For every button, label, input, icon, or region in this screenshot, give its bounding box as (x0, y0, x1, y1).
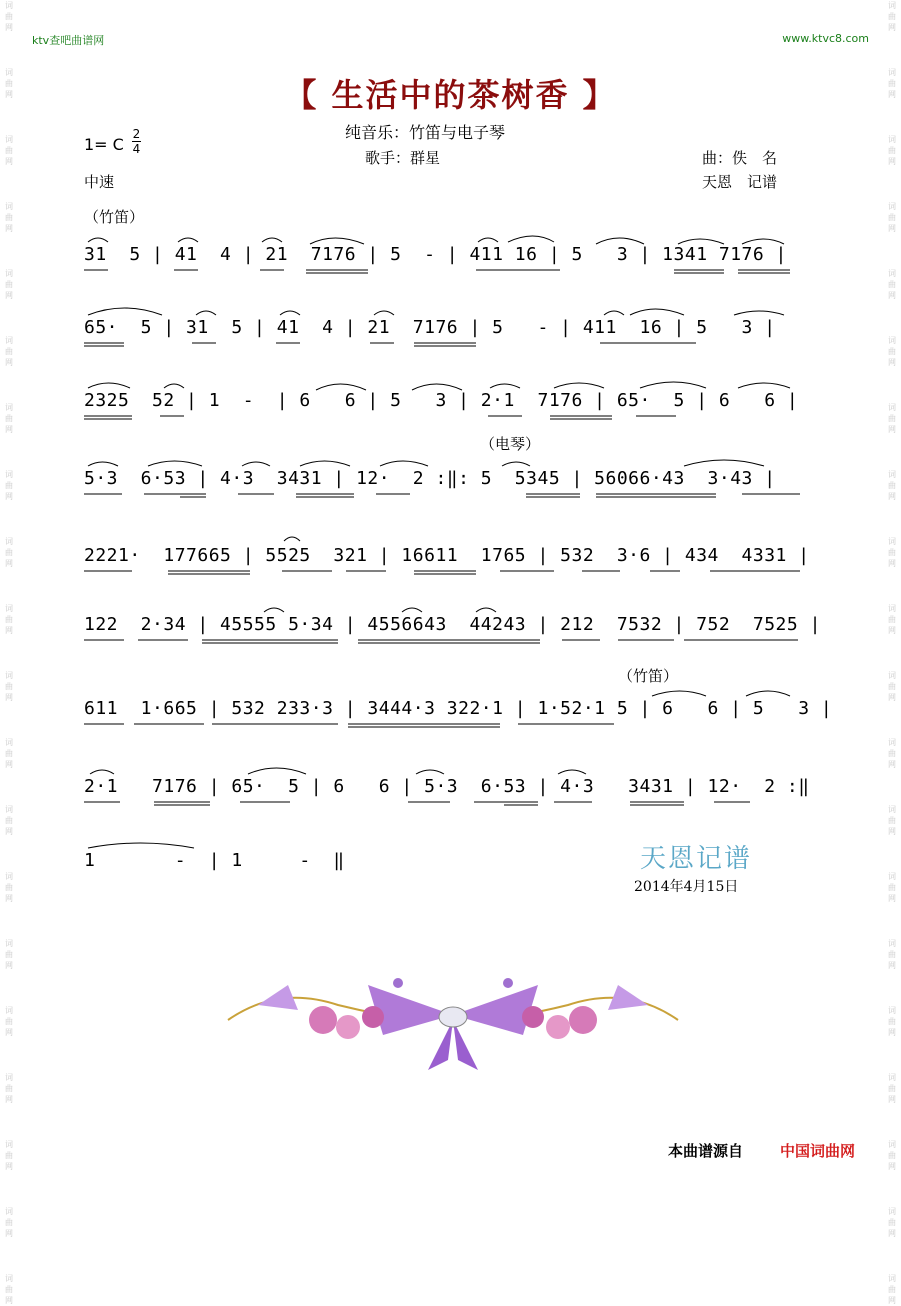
watermark-stamp: 词 曲 网 (5, 470, 13, 501)
score-notes-5: 2221· 177665 | 5525 321 | 16611 1765 | 532 3·6 | 434 4331 | (84, 545, 810, 566)
footer-site-link[interactable]: 中国词曲网 (780, 1142, 856, 1160)
score-line-3 (84, 378, 812, 428)
watermark-stamp: 词 曲 网 (888, 537, 896, 568)
score-line-7 (84, 686, 833, 736)
score-notes-9: 1 - | 1 - ‖ (84, 850, 345, 871)
watermark-stamp: 词 曲 网 (5, 1073, 13, 1104)
watermark-stamp: 词 曲 网 (888, 1, 896, 32)
watermark-stamp: 词 曲 网 (5, 1140, 13, 1171)
watermark-stamp: 词 曲 网 (888, 1006, 896, 1037)
watermark-stamp: 词 曲 网 (888, 470, 896, 501)
site-name-left[interactable]: ktv查吧曲谱网 (32, 34, 105, 47)
transcriber-label: 天恩 记谱 (702, 173, 778, 191)
score-notes-3: 2325 52 | 1 - | 6 6 | 5 3 | 2·1 7176 | 65· 5 | 6 6 | (84, 390, 799, 411)
watermark-stamp: 词 曲 网 (888, 1207, 896, 1238)
watermark-stamp: 词 曲 网 (888, 68, 896, 99)
watermark-stamp: 词 曲 网 (888, 872, 896, 903)
watermark-stamp: 词 曲 网 (888, 269, 896, 300)
watermark-stamp: 词 曲 网 (5, 336, 13, 367)
time-signature-bottom: 4 (132, 142, 141, 156)
watermark-stamp: 词 曲 网 (888, 1073, 896, 1104)
instrument-flute-label: （竹笛） (84, 208, 145, 226)
watermark-stamp: 词 曲 网 (5, 1207, 13, 1238)
footer-source-label: 本曲谱源自 (668, 1142, 744, 1160)
watermark-stamp: 词 曲 网 (5, 872, 13, 903)
time-signature (132, 128, 141, 155)
watermark-stamp: 词 曲 网 (888, 805, 896, 836)
site-url-right[interactable]: www.ktvc8.com (782, 32, 869, 45)
watermark-stamp: 词 曲 网 (5, 269, 13, 300)
instrument-flute-label-2: （竹笛） (618, 667, 679, 685)
time-signature-top: 2 (132, 127, 141, 141)
watermark-stamp: 词 曲 网 (888, 1140, 896, 1171)
score-notes-6: 122 2·34 | 45555 5·34 | 4556643 44243 | 212 7532 | 752 7525 | (84, 614, 821, 635)
watermark-stamp: 词 曲 网 (5, 939, 13, 970)
watermark-stamp: 词 曲 网 (5, 68, 13, 99)
right-watermark-column (885, 0, 899, 1305)
watermark-stamp: 词 曲 网 (888, 135, 896, 166)
watermark-stamp: 词 曲 网 (888, 939, 896, 970)
watermark-stamp: 词 曲 网 (888, 336, 896, 367)
watermark-stamp: 词 曲 网 (888, 738, 896, 769)
watermark-stamp: 词 曲 网 (888, 1274, 896, 1305)
watermark-stamp: 词 曲 网 (5, 537, 13, 568)
watermark-stamp: 词 曲 网 (888, 671, 896, 702)
score-line-6 (84, 602, 821, 652)
score-line-5 (84, 533, 812, 583)
watermark-stamp: 词 曲 网 (5, 202, 13, 233)
score-line-8 (84, 764, 812, 814)
watermark-stamp: 词 曲 网 (5, 135, 13, 166)
composer-label: 曲：佚 名 (702, 149, 778, 167)
score-notes-1: 31 5 | 41 4 | 21 7176 | 5 - | 411 16 | 5 3 | 1341 7176 | (84, 244, 787, 265)
left-watermark-column (2, 0, 16, 1305)
watermark-stamp: 词 曲 网 (888, 202, 896, 233)
watermark-stamp: 词 曲 网 (5, 403, 13, 434)
tempo-marking: 中速 (84, 173, 115, 191)
transcription-date: 2014年4月15日 (634, 879, 739, 895)
watermark-stamp: 词 曲 网 (5, 1274, 13, 1305)
score-notes-2: 65· 5 | 31 5 | 41 4 | 21 7176 | 5 - | 411 16 | 5 3 | (84, 317, 776, 338)
watermark-stamp: 词 曲 网 (5, 1, 13, 32)
flower-bow-decoration (218, 965, 688, 1075)
score-line-2 (84, 305, 812, 355)
score-line-4 (84, 456, 812, 506)
instrument-keyboard-label: （电琴） (480, 435, 541, 453)
song-subtitle: 纯音乐：竹笛与电子琴 (345, 123, 506, 142)
watermark-stamp: 词 曲 网 (888, 403, 896, 434)
watermark-stamp: 词 曲 网 (5, 805, 13, 836)
score-notes-8: 2·1 7176 | 65· 5 | 6 6 | 5·3 6·53 | 4·3 3431 | 12· 2 :‖ (84, 776, 810, 797)
watermark-stamp: 词 曲 网 (5, 671, 13, 702)
score-notes-7: 611 1·665 | 532 233·3 | 3444·3 322·1 | 1·52·1 5 | 6 6 | 5 3 | (84, 698, 833, 719)
singer-label: 歌手：群星 (365, 149, 441, 167)
watermark-stamp: 词 曲 网 (5, 604, 13, 635)
score-notes-4: 5·3 6·53 | 4·3 3431 | 12· 2 :‖: 5 5345 | 56066·43 3·43 | (84, 468, 776, 489)
song-title: 【 生活中的茶树香 】 (284, 76, 617, 114)
watermark-stamp: 词 曲 网 (888, 604, 896, 635)
signature-stamp: 天恩记谱 (640, 844, 753, 874)
score-line-1 (84, 232, 812, 282)
watermark-stamp: 词 曲 网 (5, 738, 13, 769)
watermark-stamp: 词 曲 网 (5, 1006, 13, 1037)
key-signature: 1= C (84, 135, 124, 154)
